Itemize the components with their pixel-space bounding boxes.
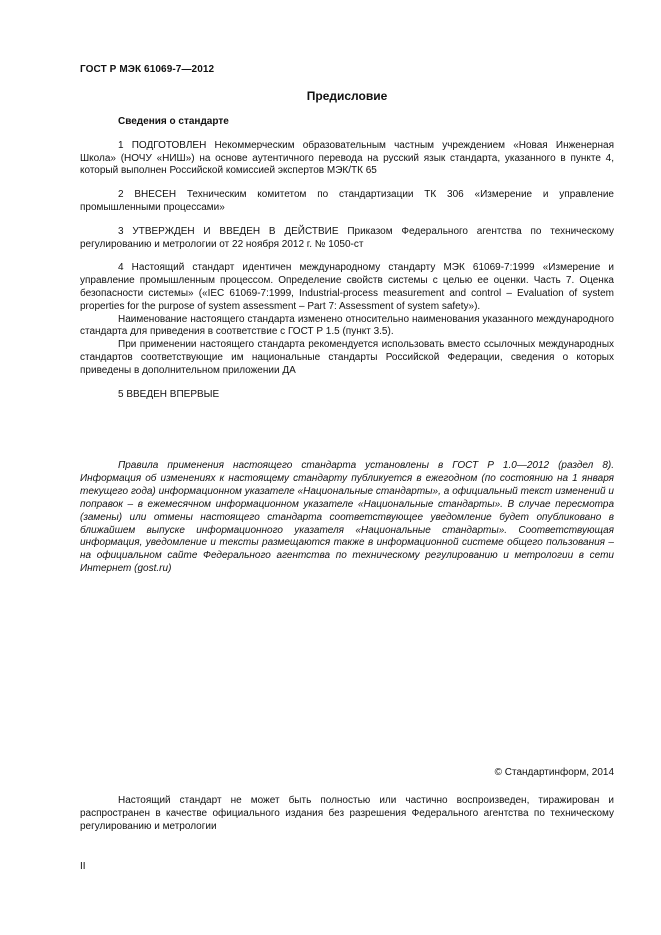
item-identical: 4 Настоящий стандарт идентичен международному стандарту МЭК 61069-7:1999 «Измерение и управление промышленным процессом. Определение свойств системы с целью ее оценки. Часть 7. Оценка безопасности системы» («IEC 61069-7:1999, Industrial-process measurement and control – Evaluation of system properties for the purpose of system assessment – Part 7: Assessment of system safety»).	[80, 262, 614, 312]
item-prepared: 1 ПОДГОТОВЛЕН Некоммерческим образовательным частным учреждением «Новая Инженерная Школа» (НОЧУ «НИШ») на основе аутентичного перевода на русский язык стандарта, указанного в пункте 4, который выполнен Российской комиссией экспертов МЭК/ТК 65	[80, 139, 614, 177]
item-first-introduced: 5 ВВЕДЕН ВПЕРВЫЕ	[118, 388, 220, 400]
item-name-change: Наименование настоящего стандарта изменено относительно наименования указанного международного стандарта для приведения в соответствие с ГОСТ Р 1.5 (пункт 3.5).	[80, 313, 614, 338]
info-heading: Сведения о стандарте	[118, 116, 229, 127]
page-title: Предисловие	[306, 89, 388, 103]
foreword-body	[80, 116, 614, 401]
item-approved: 3 УТВЕРЖДЕН И ВВЕДЕН В ДЕЙСТВИЕ Приказом Федерального агентства по техническому регулированию и метрологии от 22 ноября 2012 г. № 1050-ст	[80, 225, 614, 250]
item-submitted: 2 ВНЕСЕН Техническим комитетом по стандартизации ТК 306 «Измерение и управление промышленными процессами»	[80, 189, 614, 213]
page-number: II	[80, 861, 86, 872]
reproduction-notice: Настоящий стандарт не может быть полностью или частично воспроизведен, тиражирован и распространен в качестве официального издания без разрешения Федерального агентства по техническому регулированию и метрологии	[80, 795, 614, 832]
application-rules-notice: Правила применения настоящего стандарта установлены в ГОСТ Р 1.0—2012 (раздел 8). Информация об изменениях к настоящему стандарту публикуется в ежегодном (по состоянию на 1 января текущего года) информационном указателе «Национальные стандарты», а официальный текст изменений и поправок – в ежемесячном информационном указателе «Национальные стандарты». В случае пересмотра (замены) или отмены настоящего стандарта соответствующее уведомление будет опубликовано в ближайшем выпуске информационного указателя «Национальные стандарты». Соответствующая информация, уведомление и тексты размещаются также в информационной системе общего пользования – на официальном сайте Федерального агентства по техническому регулированию и метрологии в сети Интернет (gost.ru)	[80, 460, 614, 575]
copyright: © Стандартинформ, 2014	[494, 767, 614, 778]
document-code-header: ГОСТ Р МЭК 61069-7—2012	[80, 64, 215, 75]
item-references: При применении настоящего стандарта рекомендуется использовать вместо ссылочных международных стандартов соответствующие им национальные стандарты Российской Федерации, сведения о которых приведены в дополнительном приложении ДА	[80, 339, 614, 376]
